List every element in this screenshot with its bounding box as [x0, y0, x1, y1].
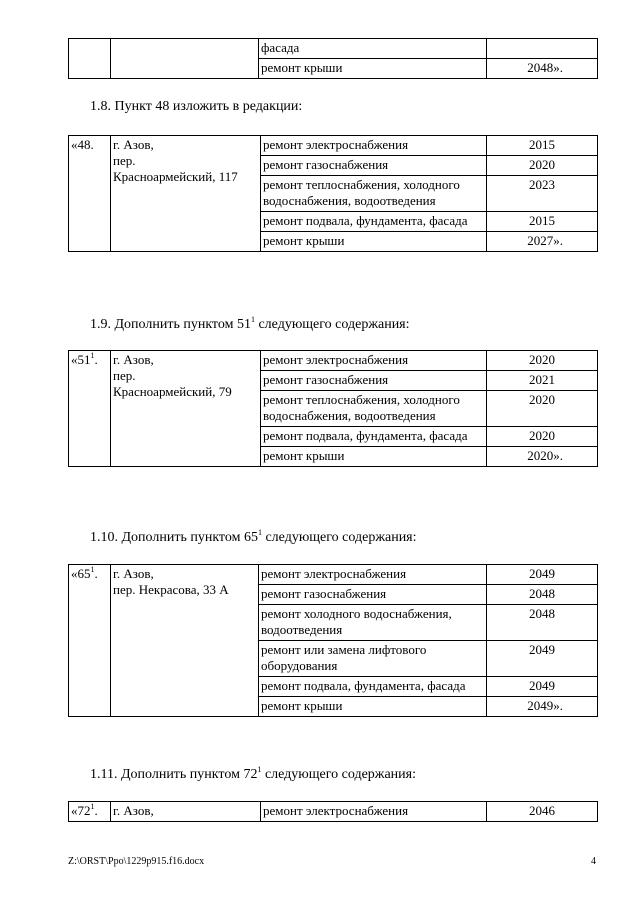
address-cell: г. Азов, пер. Некрасова, 33 А — [111, 565, 259, 717]
year-cell: 2049 — [487, 565, 598, 585]
year-cell: 2048 — [487, 585, 598, 605]
number-cell: «48. — [69, 136, 111, 252]
work-cell: фасада — [259, 39, 487, 59]
register-table — [68, 135, 598, 252]
page-number: 4 — [591, 856, 596, 867]
address-cell: г. Азов, пер. Красноармейский, 79 — [111, 351, 261, 467]
work-cell: ремонт крыши — [259, 59, 487, 79]
register-table — [68, 801, 598, 822]
year-cell: 2048». — [487, 59, 598, 79]
section-heading: 1.8. Пункт 48 изложить в редакции: — [90, 99, 303, 114]
year-cell: 2015 — [487, 212, 598, 232]
work-cell: ремонт крыши — [259, 697, 487, 717]
number-cell: «$72^1$. — [69, 802, 111, 822]
work-cell: ремонт подвала, фундамента, фасада — [261, 427, 487, 447]
address-cell: г. Азов, пер. Красноармейский, 117 — [111, 136, 261, 252]
register-table — [68, 350, 598, 467]
work-cell: ремонт газоснабжения — [261, 371, 487, 391]
year-cell: 2020 — [487, 351, 598, 371]
work-cell: ремонт теплоснабжения, холодного водоснабжения, водоотведения — [261, 176, 487, 212]
number-cell — [69, 39, 111, 79]
register-table — [68, 564, 598, 717]
address-cell: г. Азов, — [111, 802, 261, 822]
table-row — [69, 351, 598, 371]
section-heading: 1.10. Дополнить пунктом $65^1$ следующего содержания: — [90, 528, 417, 545]
number-cell: «$65^1$. — [69, 565, 111, 717]
year-cell: 2049 — [487, 677, 598, 697]
year-cell: 2049». — [487, 697, 598, 717]
work-cell: ремонт электроснабжения — [261, 802, 487, 822]
number-cell: «$51^1$. — [69, 351, 111, 467]
table-row — [69, 565, 598, 585]
work-cell: ремонт холодного водоснабжения, водоотведения — [259, 605, 487, 641]
work-cell: ремонт теплоснабжения, холодного водоснабжения, водоотведения — [261, 391, 487, 427]
year-cell: 2020». — [487, 447, 598, 467]
year-cell: 2020 — [487, 427, 598, 447]
continuation-table — [68, 38, 598, 79]
year-cell: 2048 — [487, 605, 598, 641]
work-cell: ремонт газоснабжения — [259, 585, 487, 605]
work-cell: ремонт электроснабжения — [261, 136, 487, 156]
year-cell: 2020 — [487, 391, 598, 427]
work-cell: ремонт подвала, фундамента, фасада — [259, 677, 487, 697]
year-cell: 2020 — [487, 156, 598, 176]
section-heading: 1.11. Дополнить пунктом $72^1$ следующего содержания: — [90, 765, 416, 782]
work-cell: ремонт электроснабжения — [259, 565, 487, 585]
work-cell: ремонт подвала, фундамента, фасада — [261, 212, 487, 232]
address-cell — [111, 39, 259, 79]
work-cell: ремонт или замена лифтового оборудования — [259, 641, 487, 677]
year-cell — [487, 39, 598, 59]
section-heading: 1.9. Дополнить пунктом $51^1$ следующего содержания: — [90, 315, 410, 332]
work-cell: ремонт крыши — [261, 447, 487, 467]
year-cell: 2046 — [487, 802, 598, 822]
work-cell: ремонт электроснабжения — [261, 351, 487, 371]
work-cell: ремонт газоснабжения — [261, 156, 487, 176]
year-cell: 2015 — [487, 136, 598, 156]
year-cell: 2027». — [487, 232, 598, 252]
work-cell: ремонт крыши — [261, 232, 487, 252]
year-cell: 2049 — [487, 641, 598, 677]
table-row — [69, 39, 598, 59]
year-cell: 2021 — [487, 371, 598, 391]
file-path-footer: Z:\ORST\Ppo\1229p915.f16.docx — [68, 856, 205, 867]
year-cell: 2023 — [487, 176, 598, 212]
table-row — [69, 802, 598, 822]
table-row — [69, 136, 598, 156]
